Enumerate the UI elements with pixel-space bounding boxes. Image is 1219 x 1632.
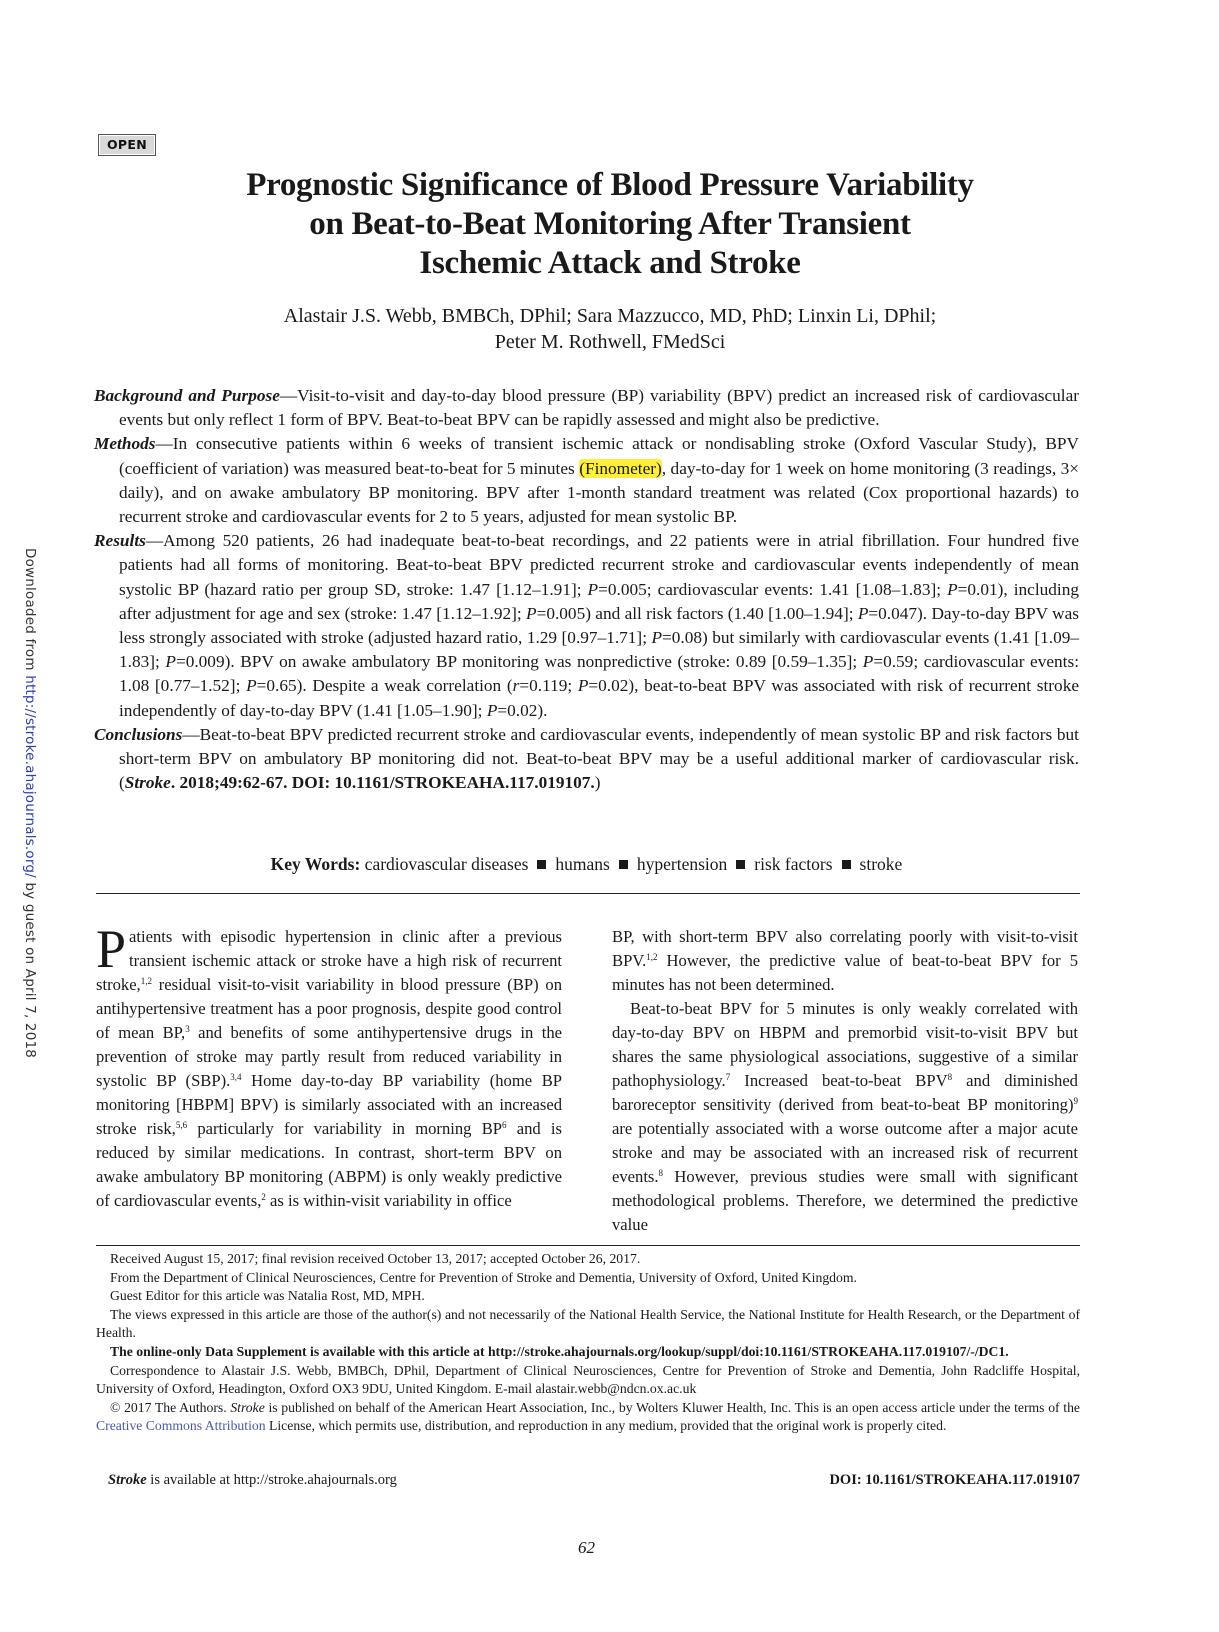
- body-text-run: atients with episodic hypertension in clinic after a previous transient ischemic attack or stroke have a high risk of recurrent stroke,: [96, 927, 562, 994]
- doi: DOI: 10.1161/STROKEAHA.117.019107: [829, 1472, 1080, 1488]
- abstract-text: —Visit-to-visit and day-to-day blood pressure (BP) variability (BPV) predict an increased risk of cardiovascular events but only reflect 1 form of BPV. Beat-to-beat BPV can be rapidly assessed and might also be predictive.: [119, 386, 1079, 430]
- title-line: on Beat-to-Beat Monitoring After Transient: [309, 206, 911, 242]
- reference-superscript[interactable]: 3: [185, 1024, 190, 1034]
- abstract-text: —In consecutive patients within 6 weeks of transient ischemic attack or nondisabling stroke (Oxford Vascular Study), BPV (coefficient of variation) was measured beat-to-beat for 5 minutes: [119, 434, 1079, 478]
- key-words-label: Key Words:: [270, 854, 361, 874]
- journal-url-text: is available at http://stroke.ahajournals.org: [146, 1472, 397, 1488]
- abstract-results-text: [119, 531, 1079, 719]
- results-text: =0.005; cardiovascular events: 1.41 [1.08–1.83];: [598, 579, 948, 599]
- results-text: =0.59; cardiovascular events: 1.08 [0.77–1.52];: [119, 652, 1079, 696]
- abstract-results: [94, 529, 1079, 723]
- abstract-methods: [94, 432, 1079, 529]
- copyright-text: is published on behalf of the American Heart Association, Inc., by Wolters Kluwer Health, Inc. This is an open access article under the terms of the: [264, 1399, 1081, 1415]
- results-text: =0.009). BPV on awake ambulatory BP monitoring was nonpredictive (stroke: 0.89 [0.59–1.35];: [175, 652, 863, 672]
- journal-name: Stroke: [108, 1472, 147, 1488]
- title-line: Ischemic Attack and Stroke: [419, 245, 801, 281]
- page-number: 62: [578, 1538, 595, 1557]
- journal-availability: [108, 1472, 397, 1489]
- reference-superscript[interactable]: 2: [261, 1192, 266, 1202]
- section-divider: [96, 893, 1080, 894]
- footnote-views: The views expressed in this article are those of the author(s) and not necessarily of the National Health Service, the National Institute for Health Research, or the Department of Health.: [96, 1306, 1080, 1341]
- results-text: =0.02).: [497, 700, 548, 720]
- results-text: =0.65). Despite a weak correlation (: [256, 676, 513, 696]
- body-text-run: are potentially associated with a worse outcome after a major acute stroke and may be associated with an increased risk of recurrent events.: [612, 1119, 1078, 1186]
- citation-journal: Stroke: [124, 773, 171, 793]
- abstract: [94, 384, 1079, 795]
- title-line: Prognostic Significance of Blood Pressure Variability: [246, 167, 974, 203]
- abstract-label: Methods: [94, 434, 156, 454]
- highlighted-text[interactable]: (Finometer): [579, 458, 662, 478]
- copyright-text: © 2017 The Authors.: [110, 1399, 231, 1415]
- authors-line: Alastair J.S. Webb, BMBCh, DPhil; Sara Mazzucco, MD, PhD; Linxin Li, DPhil;: [283, 305, 937, 327]
- body-column-right: [612, 925, 1078, 1237]
- footnote-guest-editor: Guest Editor for this article was Natalia Rost, MD, MPH.: [110, 1288, 425, 1304]
- creative-commons-link[interactable]: Creative Commons Attribution: [96, 1418, 266, 1434]
- download-stamp: [16, 548, 38, 1059]
- reference-superscript[interactable]: 1,2: [140, 976, 152, 986]
- stat-symbol: P: [947, 579, 958, 599]
- stat-symbol: P: [165, 652, 176, 672]
- stat-symbol: P: [246, 676, 257, 696]
- download-stamp-prefix: Downloaded from: [22, 548, 38, 676]
- stat-symbol: r: [512, 676, 520, 696]
- citation-close: ): [594, 773, 601, 793]
- body-text-run: Home day-to-day BP variability (home BP monitoring [HBPM] BPV) is similarly associated with an increased stroke risk,: [96, 1071, 562, 1138]
- reference-superscript[interactable]: 6: [502, 1120, 507, 1130]
- download-stamp-link[interactable]: http://stroke.ahajournals.org/: [22, 675, 38, 878]
- body-text-run: However, previous studies were small with significant methodological problems. Therefore, we determined the predictive value: [612, 1167, 1078, 1234]
- abstract-label: Results: [94, 531, 146, 551]
- reference-superscript[interactable]: 1,2: [646, 952, 658, 962]
- keyword: stroke: [859, 854, 903, 874]
- stat-symbol: P: [526, 603, 537, 623]
- results-text: =0.119;: [519, 676, 578, 696]
- body-text-run: as is within-visit variability in office: [265, 1191, 512, 1210]
- square-bullet-icon: [736, 860, 745, 869]
- open-access-badge: OPEN: [98, 134, 156, 156]
- reference-superscript[interactable]: 8: [658, 1168, 664, 1178]
- results-text: =0.02), beat-to-beat BPV was associated with risk of recurrent stroke independently of day-to-day BPV (1.41 [1.05–1.90];: [119, 676, 1080, 720]
- abstract-conclusions: [94, 723, 1079, 796]
- body-text-run: residual visit-to-visit variability in blood pressure (BP) on antihypertensive treatment has a poor prognosis, despite good control of mean BP,: [96, 975, 562, 1042]
- body-text-run: and diminished baroreceptor sensitivity (derived from beat-to-beat BP monitoring): [612, 1071, 1078, 1114]
- reference-superscript[interactable]: 5,6: [175, 1120, 188, 1130]
- square-bullet-icon: [537, 860, 546, 869]
- stat-symbol: P: [486, 700, 498, 720]
- body-column-left: [96, 919, 563, 1213]
- keyword: risk factors: [754, 854, 833, 874]
- footnote-correspondence: Correspondence to Alastair J.S. Webb, BMBCh, DPhil, Department of Clinical Neurosciences, Centre for Prevention of Stroke and Dementia, John Radcliffe Hospital, University of Oxford, Headington, Oxford OX3 9DU, United Kingdom. E-mail alastair.webb@ndcn.ox.ac.uk: [96, 1362, 1080, 1397]
- citation-details: . 2018;49:62-67. DOI: 10.1161/STROKEAHA.117.019107.: [170, 773, 595, 793]
- footnote-received: Received August 15, 2017; final revision received October 13, 2017; accepted October 26, 2017.: [110, 1251, 641, 1266]
- body-text: [96, 919, 563, 1210]
- body-paragraph: [612, 997, 1078, 1237]
- footnote-divider: [96, 1245, 1080, 1246]
- square-bullet-icon: [619, 860, 628, 869]
- results-text: =0.08) but similarly with cardiovascular events (1.41 [1.09–1.83];: [119, 628, 1079, 672]
- body-paragraph: [612, 925, 1078, 997]
- stat-symbol: P: [651, 628, 663, 648]
- keyword: humans: [555, 854, 610, 874]
- stat-symbol: P: [857, 603, 869, 623]
- square-bullet-icon: [842, 860, 851, 869]
- copyright-journal: Stroke: [230, 1399, 265, 1415]
- key-words: [94, 852, 1079, 876]
- drop-cap: P: [96, 919, 127, 979]
- body-text-run: However, the predictive value of beat-to-beat BPV for 5 minutes has not been determined.: [612, 951, 1078, 994]
- body-text-run: and benefits of some antihypertensive drugs in the prevention of stroke may partly result from reduced variability in systolic BP (SBP).: [96, 1023, 562, 1090]
- footnote-affiliation: From the Department of Clinical Neurosciences, Centre for Prevention of Stroke and Dementia, University of Oxford, United Kingdom.: [110, 1269, 857, 1285]
- download-stamp-suffix: by guest on April 7, 2018: [22, 877, 38, 1059]
- footnote-copyright: [96, 1399, 1080, 1436]
- keyword: cardiovascular diseases: [364, 854, 529, 874]
- reference-superscript[interactable]: 8: [947, 1072, 953, 1082]
- abstract-text: , day-to-day for 1 week on home monitoring (3 readings, 3× daily), and on awake ambulatory BP monitoring. BPV after 1-month standard treatment was related (Cox proportional hazards) to recurrent stroke and cardiovascular events for 2 to 5 years, adjusted for mean systolic BP.: [119, 458, 1079, 527]
- results-text: =0.01), including after adjustment for age and sex (stroke: 1.47 [1.12–1.92];: [119, 579, 1079, 623]
- article-title: [120, 166, 1100, 283]
- body-paragraph: [96, 919, 563, 1213]
- copyright-text: License, which permits use, distribution, and reproduction in any medium, provided that the original work is properly cited.: [265, 1418, 947, 1434]
- footnote-supplement: The online-only Data Supplement is available with this article at http://stroke.ahajournals.org/lookup/suppl/doi:10.1161/STROKEAHA.117.019107/-/DC1.: [110, 1343, 1009, 1359]
- authors-line: Peter M. Rothwell, FMedSci: [494, 331, 726, 353]
- keyword: hypertension: [636, 854, 728, 874]
- body-text-run: particularly for variability in morning BP: [187, 1119, 502, 1138]
- body-text-run: and is reduced by similar medications. In contrast, short-term BPV on awake ambulatory BP monitoring (ABPM) is only weakly predictive of cardiovascular events,: [96, 1119, 563, 1210]
- body-text-run: Beat-to-beat BPV for 5 minutes is only weakly correlated with day-to-day BPV on HBPM and premorbid visit-to-visit BPV but shares the same physiological associations, suggestive of a similar pathophysiology.: [612, 999, 1078, 1090]
- stat-symbol: P: [862, 652, 874, 672]
- body-text-run: BP, with short-term BPV also correlating poorly with visit-to-visit BPV.: [612, 927, 1078, 970]
- reference-superscript[interactable]: 9: [1073, 1096, 1078, 1106]
- stat-symbol: P: [587, 579, 599, 599]
- reference-superscript[interactable]: 7: [725, 1072, 731, 1082]
- abstract-background: [94, 384, 1079, 432]
- results-text: —Among 520 patients, 26 had inadequate beat-to-beat recordings, and 22 patients were in atrial fibrillation. Four hundred five patients had all forms of monitoring. Beat-to-beat BPV predicted recurrent stroke and cardiovascular events independently of mean systolic BP (hazard ratio per group SD, stroke: 1.47 [1.12–1.91];: [119, 531, 1079, 599]
- abstract-label: Background and Purpose: [94, 386, 280, 405]
- abstract-text: —Beat-to-beat BPV predicted recurrent stroke and cardiovascular events, independently of mean systolic BP and risk factors but short-term BPV on ambulatory BP monitoring did not. Beat-to-beat BPV may be a useful additional marker of cardiovascular risk. (: [119, 724, 1079, 793]
- results-text: =0.005) and all risk factors (1.40 [1.00–1.94];: [536, 603, 858, 623]
- author-list: [120, 303, 1100, 355]
- body-text-run: Increased beat-to-beat BPV: [730, 1071, 948, 1090]
- stat-symbol: P: [577, 676, 589, 696]
- abstract-label: Conclusions: [94, 724, 183, 744]
- footnotes: [96, 1250, 1080, 1436]
- reference-superscript[interactable]: 3,4: [230, 1072, 242, 1082]
- results-text: =0.047). Day-to-day BPV was less strongly associated with stroke (adjusted hazard ratio, 1.29 [0.97–1.71];: [119, 603, 1079, 648]
